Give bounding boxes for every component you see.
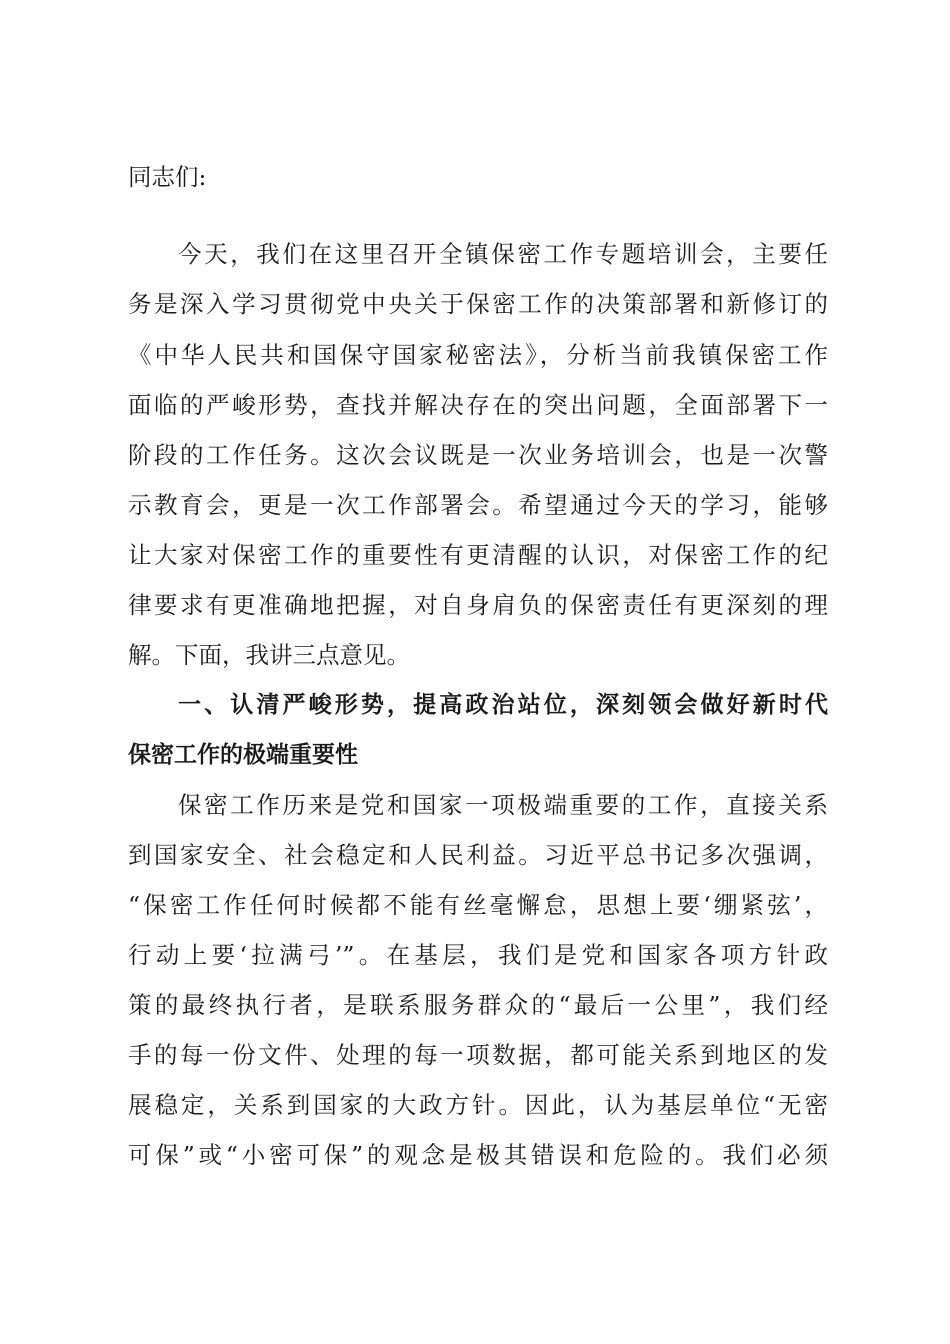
intro-line: 解。下面，我讲三点意见。 xyxy=(128,641,410,669)
body-line: 行动上要‘拉满弓’”。在基层，我们是党和国家各项方针政 xyxy=(128,941,828,969)
intro-line: 面临的严峻形势，查找并解决存在的突出问题，全面部署下一 xyxy=(128,391,828,419)
intro-line: 律要求有更准确地把握，对自身肩负的保密责任有更深刻的理 xyxy=(128,591,828,619)
body-line: 可保”或“小密可保”的观念是极其错误和危险的。我们必须 xyxy=(128,1141,828,1169)
salutation: 同志们: xyxy=(128,163,207,191)
intro-line: 示教育会，更是一次工作部署会。希望通过今天的学习，能够 xyxy=(128,491,828,519)
intro-line: 《中华人民共和国保守国家秘密法》，分析当前我镇保密工作 xyxy=(128,341,828,369)
section-heading: 保密工作的极端重要性 xyxy=(128,742,358,768)
body-line: 手的每一份文件、处理的每一项数据，都可能关系到地区的发 xyxy=(128,1041,828,1069)
intro-line: 阶段的工作任务。这次会议既是一次业务培训会，也是一次警 xyxy=(128,441,828,469)
intro-line: 让大家对保密工作的重要性有更清醒的认识，对保密工作的纪 xyxy=(128,541,828,569)
intro-line: 务是深入学习贯彻党中央关于保密工作的决策部署和新修订的 xyxy=(128,290,828,318)
section-heading: 一、认清严峻形势，提高政治站位，深刻领会做好新时代 xyxy=(178,692,828,718)
body-line: 保密工作历来是党和国家一项极端重要的工作，直接关系 xyxy=(178,791,828,819)
body-line: 策的最终执行者，是联系服务群众的“最后一公里”，我们经 xyxy=(128,991,828,1019)
body-line: 到国家安全、社会稳定和人民利益。习近平总书记多次强调， xyxy=(128,841,828,869)
body-line: 展稳定，关系到国家的大政方针。因此，认为基层单位“无密 xyxy=(128,1091,828,1119)
intro-line: 今天，我们在这里召开全镇保密工作专题培训会，主要任 xyxy=(178,240,828,268)
body-line: “保密工作任何时候都不能有丝毫懈怠，思想上要‘绷紧弦’， xyxy=(128,891,828,919)
